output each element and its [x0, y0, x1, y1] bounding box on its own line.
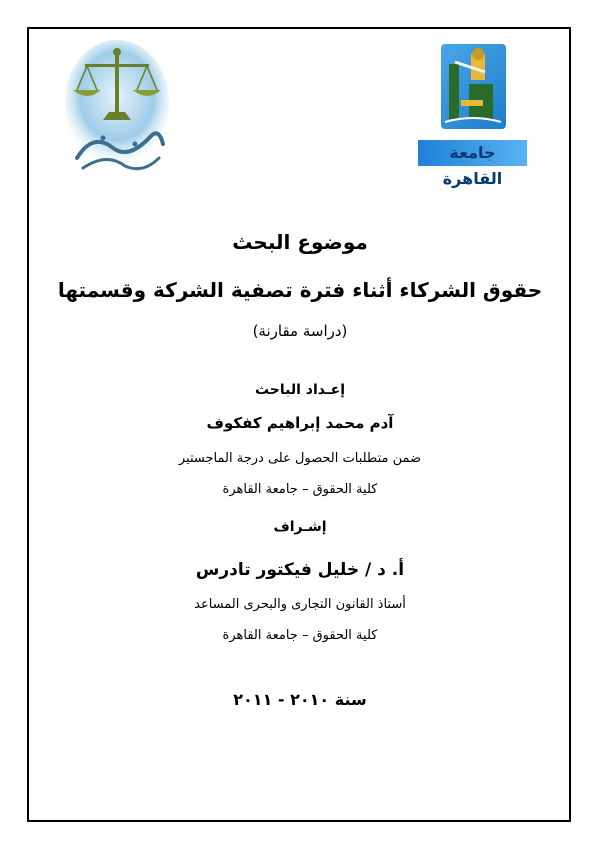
supervision-heading: إشـراف [273, 519, 327, 535]
supervisor-title: أستاذ القانون التجارى والبحرى المساعد [194, 597, 406, 612]
supervisor-faculty: كلية الحقوق – جامعة القاهرة [222, 628, 378, 643]
research-subject: حقوق الشركاء أثناء فترة تصفية الشركة وقسمتها [57, 278, 543, 302]
faculty-name: كلية الحقوق – جامعة القاهرة [222, 482, 378, 497]
prepared-by-heading: إعـداد الباحث [254, 382, 346, 398]
supervisor-name: أ. د / خليل فيكتور تادرس [195, 560, 405, 580]
cairo-university-label: جامعة القاهرة [418, 140, 527, 166]
law-faculty-logo [63, 40, 171, 175]
thoth-emblem-icon [441, 44, 506, 129]
scales-of-justice-icon [63, 40, 171, 175]
academic-year: سنة ٢٠١٠ - ٢٠١١ [233, 690, 367, 709]
degree-requirement: ضمن متطلبات الحصول على درجة الماجستير [178, 451, 422, 466]
comparative-study-label: (دراسة مقارنة) [252, 322, 348, 340]
cairo-university-logo [415, 44, 530, 188]
researcher-name: آدم محمد إبراهيم كفكوف [206, 414, 394, 432]
page-title: موضوع البحث [232, 230, 368, 254]
